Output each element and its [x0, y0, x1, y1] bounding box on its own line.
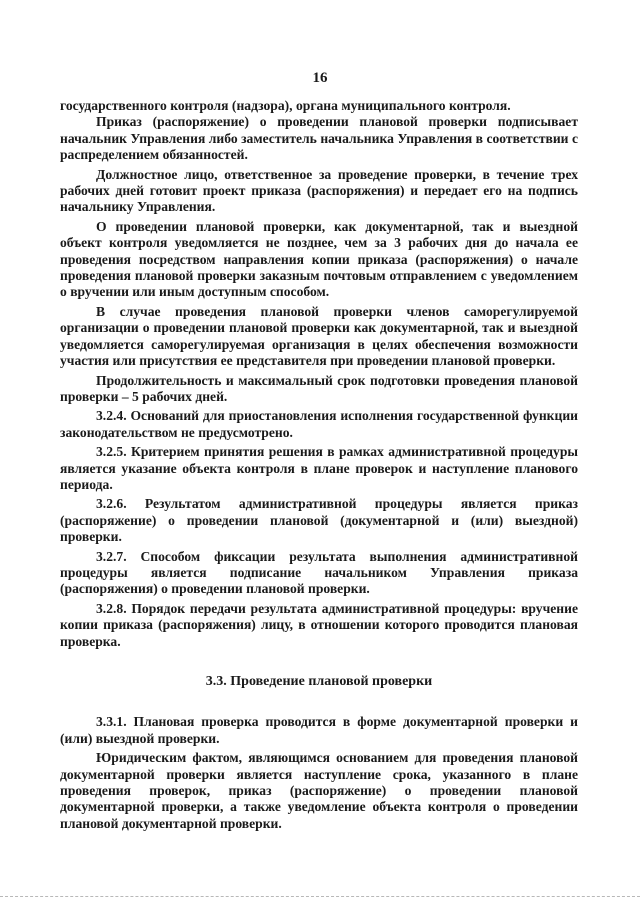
paragraph: Приказ (распоряжение) о проведении плановой проверки подписывает начальник Управления либо заместитель начальника Управления в соответствии с распределением обязанностей.: [60, 114, 578, 163]
paragraph: В случае проведения плановой проверки членов саморегулируемой организации о проведении плановой проверки как документарной, так и выездной уведомляется саморегулируемая организация в целях обеспечения возможности участия или присутствия ее представителя при проведении плановой проверки.: [60, 303, 578, 369]
document-body: [60, 98, 578, 832]
paragraph: 3.3.1. Плановая проверка проводится в форме документарной проверки и (или) выездной проверки.: [60, 714, 578, 746]
paragraph: 3.2.5. Критерием принятия решения в рамках административной процедуры является указание объекта контроля в плане проверок и наступление планового периода.: [60, 444, 578, 492]
paragraph: 3.2.8. Порядок передачи результата административной процедуры: вручение копии приказа (распоряжения) лицу, в отношении которого проводится плановая проверка.: [60, 600, 578, 649]
scan-edge-line: [0, 896, 640, 897]
page-number: 16: [312, 70, 328, 86]
paragraph: 3.2.6. Результатом административной процедуры является приказ (распоряжение) о проведении плановой (документарной и (или) выездной) проверки.: [60, 496, 578, 545]
paragraph: О проведении плановой проверки, как документарной, так и выездной объект контроля уведомляется не позднее, чем за 3 рабочих дня до начала ее проведения посредством направления копии приказа (распоряжения) о начале проведения плановой проверки заказным почтовым отправлением с уведомлением о вручении или иным доступным способом.: [60, 218, 578, 300]
section-heading: 3.3. Проведение плановой проверки: [205, 674, 433, 689]
paragraph: Продолжительность и максимальный срок подготовки проведения плановой проверки – 5 рабочих дней.: [60, 372, 578, 404]
paragraph: 3.2.7. Способом фиксации результата выполнения административной процедуры является подписание начальником Управления приказа (распоряжения) о проведении плановой проверки.: [60, 548, 578, 597]
paragraph: Должностное лицо, ответственное за проведение проверки, в течение трех рабочих дней готовит проект приказа (распоряжения) и передает его на подпись начальнику Управления.: [60, 166, 578, 215]
paragraph: 3.2.4. Оснований для приостановления исполнения государственной функции законодательством не предусмотрено.: [60, 408, 578, 440]
paragraph: государственного контроля (надзора), органа муниципального контроля.: [60, 98, 511, 113]
paragraph: Юридическим фактом, являющимся основанием для проведения плановой документарной проверки является наступление срока, указанного в плане проведения проверок, приказ (распоряжение) о проведении плановой документарной проверки, а также уведомление объекта контроля о проведении плановой документарной проверки.: [60, 750, 578, 831]
